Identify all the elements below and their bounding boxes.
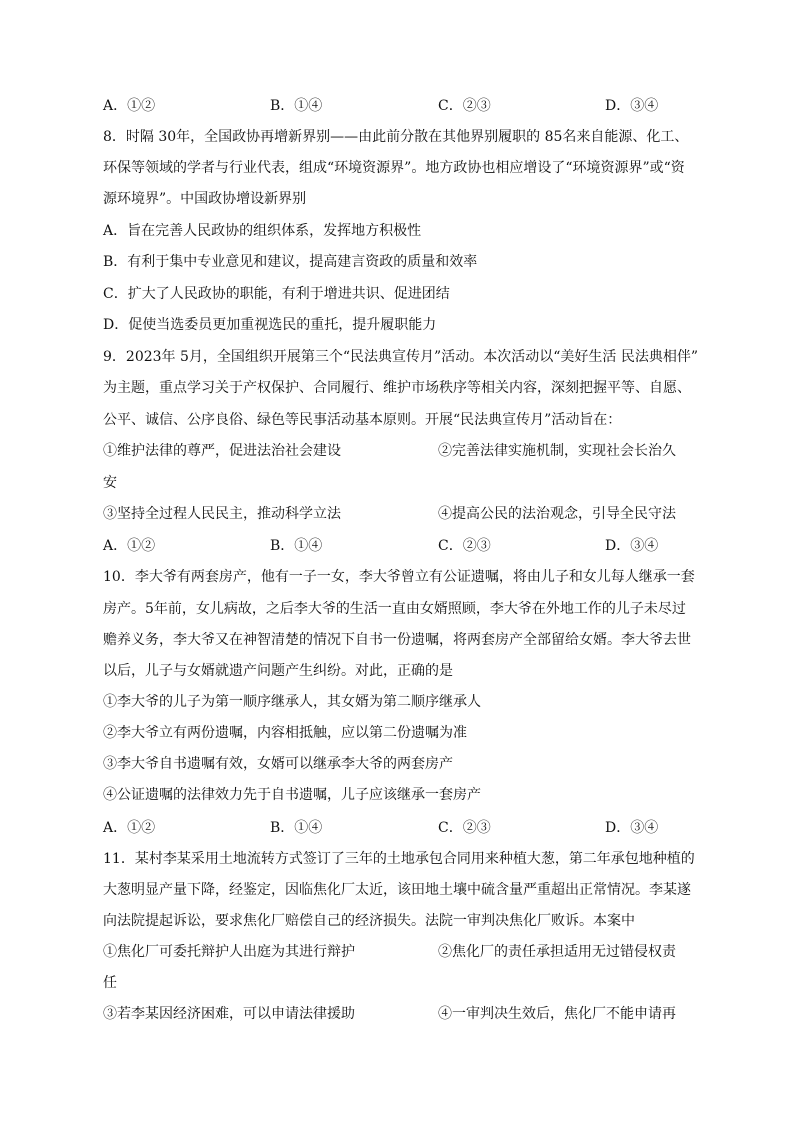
- question-stem-line: 为主题，重点学习关于产权保护、合同履行、维护市场秩序等相关内容，深刻把握平等、自愿、: [103, 380, 691, 396]
- statement-item: ①李大爷的儿子为第一顺序继承人，其女婿为第二顺序继承人: [103, 694, 481, 710]
- statement-item: ①维护法律的尊严，促进法治社会建设: [103, 443, 341, 459]
- question-stem-line: 房产。5年前，女儿病故，之后李大爷的生活一直由女婿照顾，李大爷在外地工作的儿子未尽过: [103, 601, 686, 617]
- statement-item-continuation: 安: [103, 475, 117, 491]
- statement-item: ③若李某因经济困难，可以申请法律援助: [103, 1006, 355, 1022]
- statement-item: ④一审判决生效后，焦化厂不能申请再: [438, 1006, 676, 1022]
- statement-item: ③李大爷自书遗嘱有效，女婿可以继承李大爷的两套房产: [103, 756, 453, 772]
- statement-item: ②李大爷立有两份遗嘱，内容相抵触，应以第二份遗嘱为准: [103, 725, 467, 741]
- choice-c: C．扩大了人民政协的职能，有利于增进共识、促进团结: [103, 286, 450, 302]
- question-stem-line: 源环境界”。中国政协增设新界别: [103, 191, 307, 207]
- statement-item: ②完善法律实施机制，实现社会长治久: [438, 443, 676, 459]
- question-stem-line: 10．李大爷有两套房产，他有一子一女，李大爷曾立有公证遗嘱，将由儿子和女儿每人继承一套: [103, 569, 695, 585]
- option-d: D．③④: [605, 820, 659, 836]
- question-stem-line: 环保等领域的学者与行业代表，组成“环境资源界”。地方政协也相应增设了“环境资源界”或“资: [103, 160, 685, 176]
- choice-a: A．旨在完善人民政协的组织体系，发挥地方积极性: [103, 223, 422, 239]
- option-c: C．②③: [438, 820, 491, 836]
- question-stem-line: 以后，儿子与女婿就遗产问题产生纠纷。对此，正确的是: [103, 663, 453, 679]
- option-a: A．①②: [103, 538, 156, 554]
- statement-item: ③坚持全过程人民民主，推动科学立法: [103, 506, 341, 522]
- option-c: C．②③: [438, 98, 491, 114]
- question-stem-line: 8．时隔 30年，全国政协再增新界别——由此前分散在其他界别履职的 85名来自能源、化工、: [103, 129, 689, 145]
- statement-item: ②焦化厂的责任承担适用无过错侵权责: [438, 944, 676, 960]
- option-a: A．①②: [103, 820, 156, 836]
- question-stem-line: 9．2023年 5月，全国组织开展第三个“民法典宣传月”活动。本次活动以“美好生活 民法典相伴”: [103, 349, 698, 365]
- option-b: B．①④: [270, 98, 323, 114]
- statement-item-continuation: 任: [103, 975, 117, 991]
- choice-d: D．促使当选委员更加重视选民的重托，提升履职能力: [103, 317, 437, 333]
- option-b: B．①④: [270, 538, 323, 554]
- question-stem-line: 向法院提起诉讼，要求焦化厂赔偿自己的经济损失。法院一审判决焦化厂败诉。本案中: [103, 913, 635, 929]
- option-d: D．③④: [605, 538, 659, 554]
- option-d: D．③④: [605, 98, 659, 114]
- statement-item: ④提高公民的法治观念，引导全民守法: [438, 506, 676, 522]
- option-c: C．②③: [438, 538, 491, 554]
- option-a: A．①②: [103, 98, 156, 114]
- question-stem-line: 公平、诚信、公序良俗、绿色等民事活动基本原则。开展“民法典宣传月”活动旨在：: [103, 412, 622, 428]
- question-stem-line: 赡养义务，李大爷又在神智清楚的情况下自书一份遗嘱，将两套房产全部留给女婿。李大爷去世: [103, 632, 691, 648]
- question-stem-line: 大葱明显产量下降，经鉴定，因临焦化厂太近，该田地土壤中硫含量严重超出正常情况。李某遂: [103, 882, 691, 898]
- statement-item: ①焦化厂可委托辩护人出庭为其进行辩护: [103, 944, 355, 960]
- choice-b: B．有利于集中专业意见和建议，提高建言资政的质量和效率: [103, 254, 478, 270]
- question-stem-line: 11．某村李某采用土地流转方式签订了三年的土地承包合同用来种植大葱，第二年承包地种植的: [103, 851, 695, 867]
- statement-item: ④公证遗嘱的法律效力先于自书遗嘱，儿子应该继承一套房产: [103, 787, 481, 803]
- option-b: B．①④: [270, 820, 323, 836]
